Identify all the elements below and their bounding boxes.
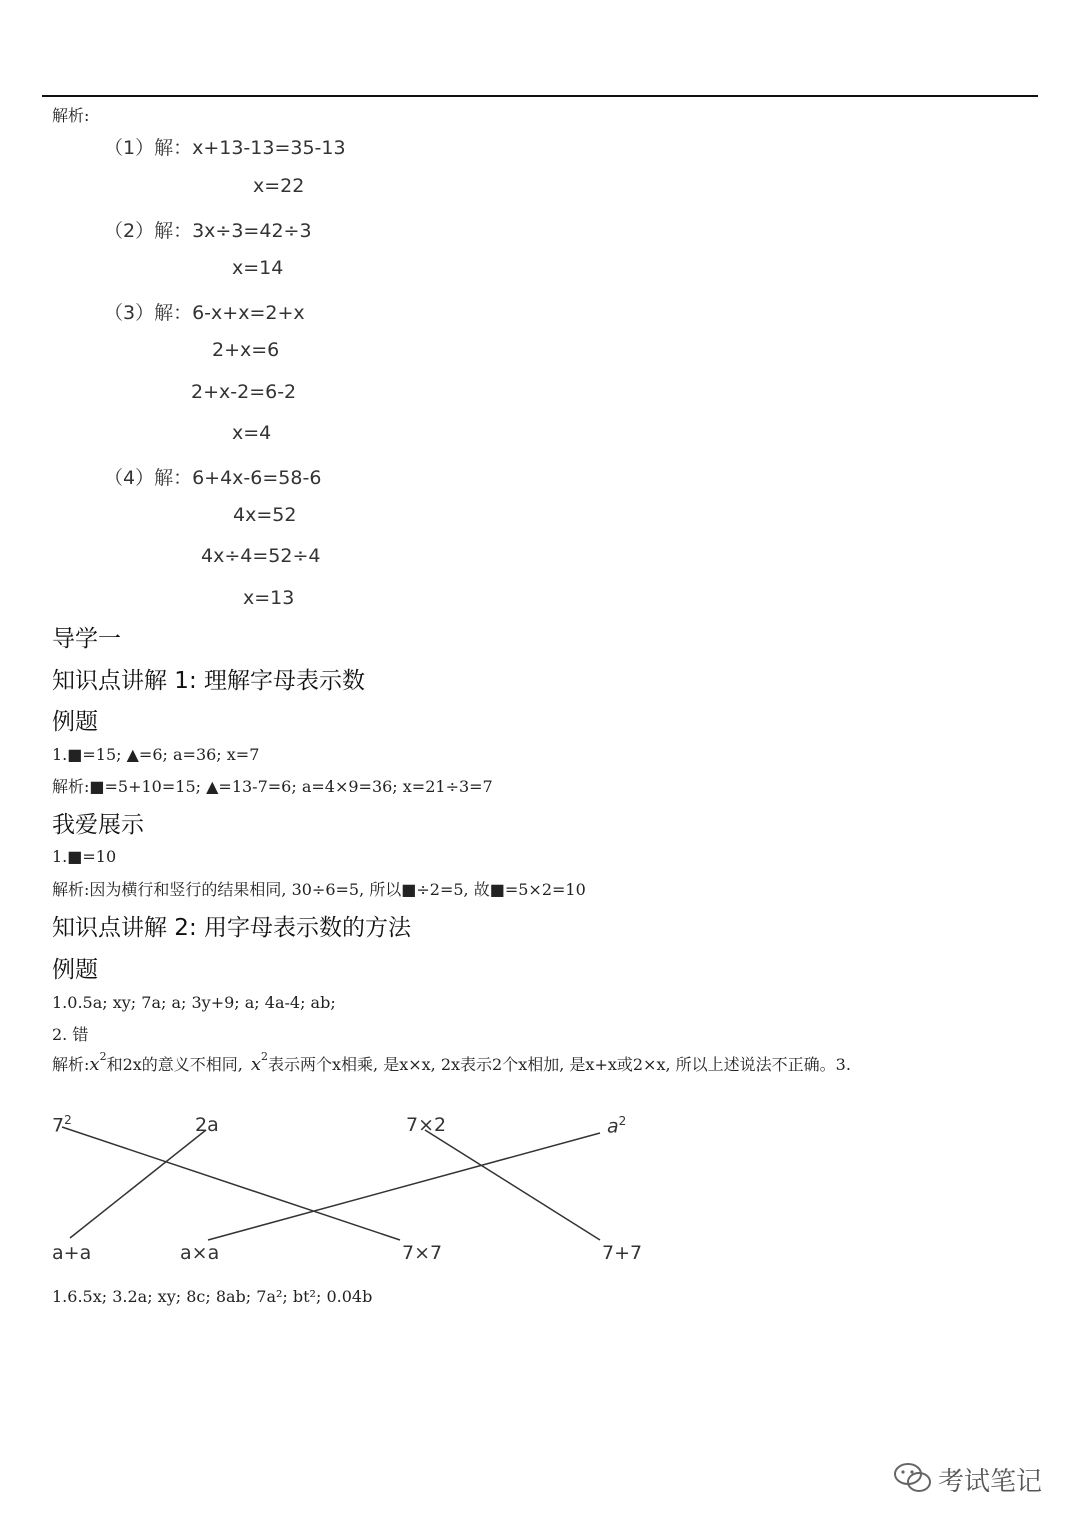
step-1-result: x=22 (253, 175, 305, 197)
section-guide-1: 导学一 (52, 626, 121, 652)
analysis-line-2: 解析:因为横行和竖行的结果相同, 30÷6=5, 所以■÷2=5, 故■=5×2=10 (52, 880, 586, 899)
step-2-equation: （2）解：3x÷3=42÷3 (104, 220, 312, 242)
line-2a-to-aplusa (70, 1130, 206, 1238)
knowledge-point-2-heading: 知识点讲解 2: 用字母表示数的方法 (52, 915, 412, 941)
answer-line-3: 1.0.5a; xy; 7a; a; 3y+9; a; 4a-4; ab; (52, 993, 336, 1012)
knowledge-point-1-heading: 知识点讲解 1: 理解字母表示数 (52, 668, 366, 694)
match-bottom-7x7: 7×7 (402, 1242, 443, 1264)
analysis-part-2: 和2x的意义不相同, (106, 1055, 243, 1074)
match-bottom-axa: a×a (180, 1242, 220, 1264)
match-top-a-squared: $a^2$ (607, 1114, 627, 1138)
analysis-part-3: 表示两个x相乘, 是x×x, 2x表示2个x相加, 是x+x或2×x, 所以上述说法不正确。3. (268, 1055, 851, 1074)
answer-line-5: 1.6.5x; 3.2a; xy; 8c; 8ab; 7a²; bt²; 0.04b (52, 1287, 373, 1306)
step-3-result: x=4 (232, 422, 272, 444)
show-heading: 我爱展示 (52, 812, 144, 838)
step-4-equation: （4）解：6+4x-6=58-6 (104, 467, 322, 489)
line-72-to-7x7 (62, 1127, 400, 1240)
watermark-text: 考试笔记 (938, 1467, 1043, 1497)
x-squared-2: $x^2$ (250, 1049, 269, 1075)
step-3-line-3: 2+x-2=6-2 (191, 381, 297, 403)
x-squared: $x^2$ (89, 1049, 107, 1075)
step-4-line-2: 4x=52 (233, 504, 297, 526)
match-bottom-7plus7: 7+7 (602, 1242, 643, 1264)
step-1-equation: （1）解：x+13-13=35-13 (104, 137, 346, 159)
step-4-result: x=13 (243, 587, 295, 609)
match-bottom-aplusa: a+a (52, 1242, 92, 1264)
answer-line-1: 1.■=15; ▲=6; a=36; x=7 (52, 745, 260, 764)
match-top-2a: 2a (195, 1114, 219, 1136)
match-top-7x2: 7×2 (406, 1114, 447, 1136)
analysis-line-1: 解析:■=5+10=15; ▲=13-7=6; a=4×9=36; x=21÷3=7 (52, 777, 493, 796)
step-4-line-3: 4x÷4=52÷4 (201, 545, 321, 567)
answer-line-4: 2. 错 (52, 1025, 89, 1044)
step-3-equation: （3）解：6-x+x=2+x (104, 302, 305, 324)
line-7x2-to-7plus7 (425, 1130, 600, 1240)
wechat-icon (893, 1461, 933, 1495)
answer-line-2: 1.■=10 (52, 847, 117, 866)
step-3-line-2: 2+x=6 (212, 339, 280, 361)
example-heading-2: 例题 (52, 957, 98, 983)
line-a2-to-axa (208, 1133, 600, 1240)
analysis-label: 解析: (52, 106, 90, 125)
step-2-result: x=14 (232, 257, 284, 279)
match-top-7-squared: $7^2$ (52, 1113, 72, 1137)
example-heading-1: 例题 (52, 709, 98, 735)
analysis-prefix: 解析: (52, 1055, 90, 1074)
